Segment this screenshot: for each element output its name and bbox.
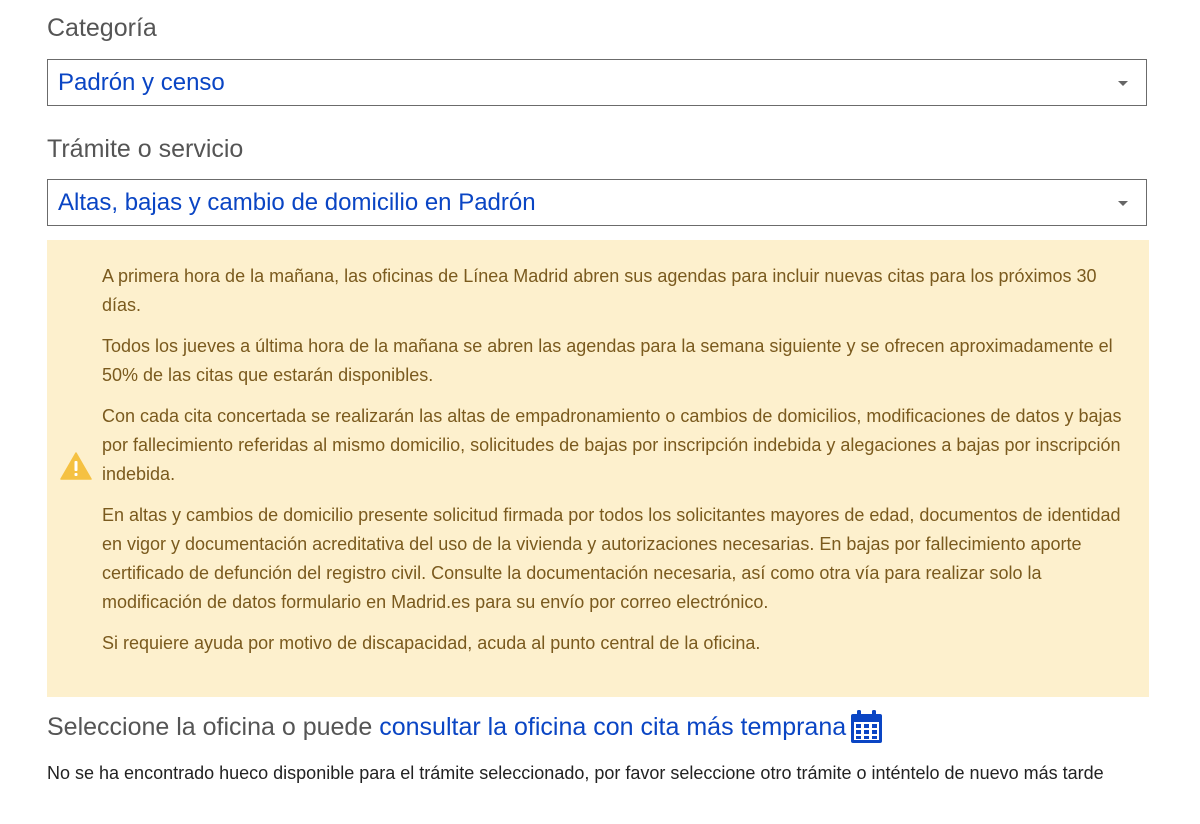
notice-text — [102, 262, 1137, 670]
procedure-label: Trámite o servicio — [47, 135, 244, 163]
notice-paragraph: En altas y cambios de domicilio presente solicitud firmada por todos los solicitantes mayores de edad, documentos de identidad en vigor y documentación acreditativa del uso de la vivienda y autorizaciones necesarias. En bajas por fallecimiento aporte certificado de defunción del registro civil. Consulte la documentación necesaria, así como otra vía para realizar solo la modificación de datos formulario en Madrid.es para su envío por correo electrónico. — [102, 505, 1121, 612]
notice-paragraph: Si requiere ayuda por motivo de discapacidad, acuda al punto central de la oficina. — [102, 633, 761, 653]
chevron-down-icon — [1118, 201, 1128, 206]
chevron-down-icon — [1118, 81, 1128, 86]
category-selected-value: Padrón y censo — [58, 68, 225, 96]
category-select[interactable] — [47, 59, 1147, 106]
calendar-icon[interactable] — [850, 710, 883, 744]
office-selection-line — [47, 710, 883, 744]
office-prefix-text: Seleccione la oficina o puede — [47, 712, 373, 741]
warning-icon — [60, 452, 92, 480]
no-availability-message: No se ha encontrado hueco disponible para el trámite seleccionado, por favor seleccione otro trámite o inténtelo de nuevo más tarde — [47, 763, 1104, 783]
notice-paragraph: A primera hora de la mañana, las oficinas de Línea Madrid abren sus agendas para incluir nuevas citas para los próximos 30 días. — [102, 266, 1097, 315]
notice-paragraph: Todos los jueves a última hora de la mañana se abren las agendas para la semana siguiente y se ofrecen aproximadamente el 50% de las citas que estarán disponibles. — [102, 336, 1113, 385]
earliest-office-link[interactable]: consultar la oficina con cita más temprana — [379, 712, 847, 741]
info-notice — [47, 240, 1149, 697]
procedure-selected-value: Altas, bajas y cambio de domicilio en Padrón — [58, 188, 536, 216]
procedure-select[interactable] — [47, 179, 1147, 226]
notice-paragraph: Con cada cita concertada se realizarán las altas de empadronamiento o cambios de domicilios, modificaciones de datos y bajas por fallecimiento referidas al mismo domicilio, solicitudes de bajas por inscripción indebida y alegaciones a bajas por inscripción indebida. — [102, 406, 1122, 484]
category-label: Categoría — [47, 14, 157, 42]
